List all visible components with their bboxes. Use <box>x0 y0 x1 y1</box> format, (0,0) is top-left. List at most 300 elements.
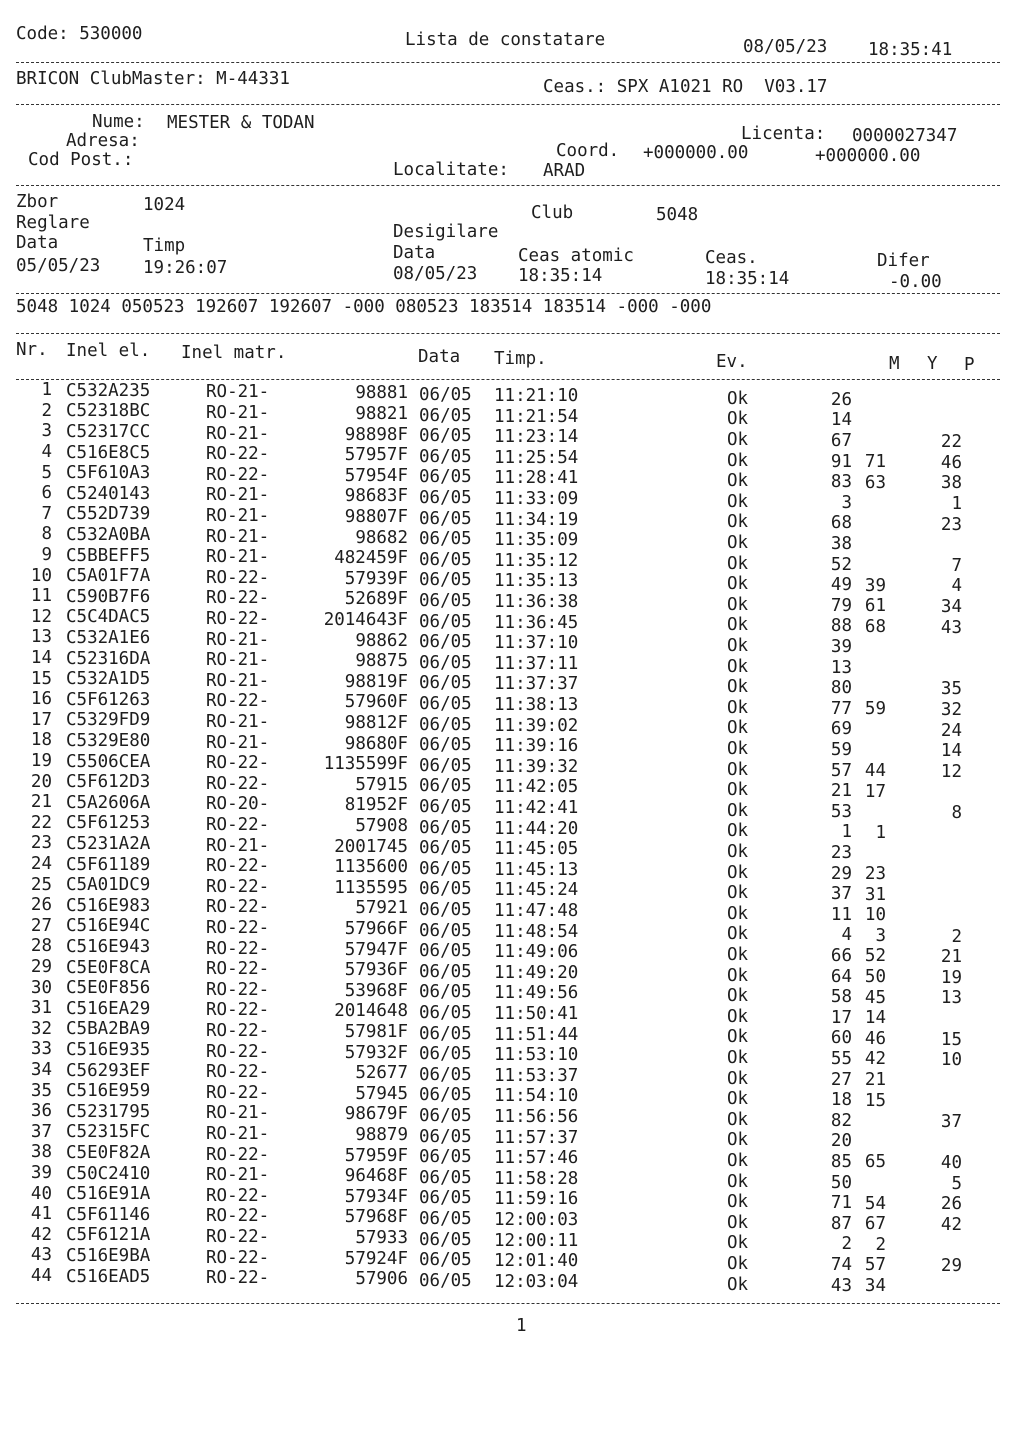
cell-y: 61 <box>864 596 886 617</box>
cell-p: 40 <box>940 1153 962 1174</box>
cell-matr: 98875 <box>355 651 408 672</box>
cell-nr: 24 <box>30 853 52 874</box>
cell-nr: 33 <box>30 1039 52 1060</box>
cell-data: 06/05 <box>419 1270 472 1291</box>
cell-timp: 11:47:48 <box>494 900 579 921</box>
cell-pre: RO-22- <box>206 1021 270 1042</box>
cell-data: 06/05 <box>419 508 472 529</box>
software-version: BRICON ClubMaster: M-44331 <box>16 69 290 89</box>
cell-el: C516E935 <box>66 1039 151 1060</box>
cell-m: 1 <box>841 822 852 843</box>
cell-data: 06/05 <box>419 879 472 900</box>
cell-pre: RO-20- <box>206 794 270 815</box>
cell-m: 11 <box>830 904 852 925</box>
cell-matr: 57966F <box>344 919 408 940</box>
cell-el: C532A1E6 <box>66 627 151 648</box>
cell-m: 27 <box>830 1069 852 1090</box>
cell-matr: 2014643F <box>323 610 408 631</box>
cell-el: C5F61146 <box>66 1204 151 1225</box>
separator <box>16 104 1000 105</box>
cell-ev: Ok <box>727 924 749 945</box>
cell-data: 06/05 <box>419 1044 472 1065</box>
cell-ev: Ok <box>727 1027 749 1048</box>
cell-matr: 57906 <box>355 1269 408 1290</box>
cell-y: 71 <box>864 451 886 472</box>
cell-el: C5F61263 <box>66 689 151 710</box>
cell-nr: 11 <box>30 586 52 607</box>
cell-nr: 25 <box>30 874 52 895</box>
cell-data: 06/05 <box>419 776 472 797</box>
cell-data: 06/05 <box>419 488 472 509</box>
license-number: 0000027347 <box>852 126 958 146</box>
cell-timp: 12:01:40 <box>494 1251 579 1272</box>
cell-el: C516E959 <box>66 1081 151 1102</box>
cell-timp: 11:59:16 <box>494 1189 579 1210</box>
cell-matr: 96468F <box>344 1166 408 1187</box>
cell-data: 06/05 <box>419 1126 472 1147</box>
cell-pre: RO-22- <box>206 918 270 939</box>
cell-pre: RO-21- <box>206 547 270 568</box>
cell-pre: RO-21- <box>206 670 270 691</box>
cell-el: C5329FD9 <box>66 710 151 731</box>
cell-el: C5506CEA <box>66 751 151 772</box>
timp-label: Timp <box>143 236 186 256</box>
cell-ev: Ok <box>727 1150 749 1171</box>
cell-el: C5E0F8CA <box>66 957 151 978</box>
cell-timp: 11:35:12 <box>494 550 579 571</box>
cell-m: 21 <box>830 781 852 802</box>
report-time: 18:35:41 <box>868 40 953 60</box>
coord-y: +000000.00 <box>815 146 921 166</box>
cell-pre: RO-22- <box>206 773 270 794</box>
cell-pre: RO-22- <box>206 1041 270 1062</box>
cell-m: 60 <box>830 1028 852 1049</box>
table-row <box>0 1080 1024 1111</box>
cell-ev: Ok <box>727 1047 749 1068</box>
col-inel-el: Inel el. <box>66 341 151 361</box>
cell-nr: 13 <box>30 627 52 648</box>
cell-el: C5C4DAC5 <box>66 607 151 628</box>
cell-el: C516E8C5 <box>66 442 151 463</box>
coord-x: +000000.00 <box>643 143 749 163</box>
cell-m: 74 <box>830 1254 852 1275</box>
cell-p: 23 <box>940 514 962 535</box>
cell-pre: RO-22- <box>206 1062 270 1083</box>
cell-pre: RO-22- <box>206 1268 270 1289</box>
cell-y: 63 <box>864 472 886 493</box>
cell-m: 14 <box>830 410 852 431</box>
col-timp: Timp. <box>494 349 547 369</box>
difer-label: Difer <box>877 251 930 271</box>
cell-pre: RO-21- <box>206 1103 270 1124</box>
cell-m: 49 <box>830 575 852 596</box>
cell-el: C56293EF <box>66 1060 151 1081</box>
clock-info: Ceas.: SPX A1021 RO V03.17 <box>543 77 828 97</box>
cell-matr: 57915 <box>355 774 408 795</box>
cell-data: 06/05 <box>419 1229 472 1250</box>
cell-pre: RO-22- <box>206 567 270 588</box>
cell-data: 06/05 <box>419 900 472 921</box>
cell-m: 71 <box>830 1193 852 1214</box>
cell-nr: 19 <box>30 750 52 771</box>
cell-ev: Ok <box>727 718 749 739</box>
cell-ev: Ok <box>727 553 749 574</box>
cell-ev: Ok <box>727 656 749 677</box>
cell-pre: RO-21- <box>206 650 270 671</box>
cell-timp: 11:21:54 <box>494 406 579 427</box>
cell-matr: 57921 <box>355 898 408 919</box>
cell-nr: 42 <box>30 1224 52 1245</box>
cell-m: 3 <box>841 492 852 513</box>
cell-ev: Ok <box>727 821 749 842</box>
cell-pre: RO-22- <box>206 444 270 465</box>
table-row <box>0 833 1024 863</box>
postal-code-label: Cod Post.: <box>28 150 134 170</box>
cell-p: 15 <box>940 1029 962 1050</box>
club-value: 5048 <box>656 205 699 225</box>
cell-matr: 57936F <box>344 960 408 981</box>
cell-timp: 11:37:11 <box>494 653 579 674</box>
cell-m: 67 <box>830 430 852 451</box>
cell-matr: 57981F <box>344 1022 408 1043</box>
cell-data: 06/05 <box>419 961 472 982</box>
difer-value: -0.00 <box>889 272 942 292</box>
cell-m: 26 <box>830 389 852 410</box>
cell-data: 06/05 <box>419 838 472 859</box>
cell-m: 80 <box>830 678 852 699</box>
cell-el: C5BA2BA9 <box>66 1019 151 1040</box>
cell-nr: 34 <box>30 1059 52 1080</box>
cell-ev: Ok <box>727 512 749 533</box>
atomic-clock-label: Ceas atomic <box>518 246 634 266</box>
cell-m: 57 <box>830 760 852 781</box>
cell-el: C52315FC <box>66 1122 151 1143</box>
cell-matr: 57959F <box>344 1145 408 1166</box>
cell-el: C52318BC <box>66 401 151 422</box>
cell-nr: 6 <box>41 483 52 504</box>
cell-data: 06/05 <box>419 591 472 612</box>
cell-matr: 57908 <box>355 816 408 837</box>
cell-nr: 38 <box>30 1142 52 1163</box>
cell-y: 67 <box>864 1214 886 1235</box>
cell-timp: 11:38:13 <box>494 694 579 715</box>
license-label: Licenta: <box>741 124 826 144</box>
cell-data: 06/05 <box>419 652 472 673</box>
desigilare-label: Desigilare <box>393 222 499 242</box>
cell-ev: Ok <box>727 738 749 759</box>
cell-timp: 11:28:41 <box>494 468 579 489</box>
cell-ev: Ok <box>727 594 749 615</box>
cell-nr: 44 <box>30 1265 52 1286</box>
col-data: Data <box>418 347 461 367</box>
cell-matr: 98680F <box>344 733 408 754</box>
table-row <box>0 647 1024 678</box>
cell-data: 06/05 <box>419 982 472 1003</box>
cell-pre: RO-21- <box>206 485 270 506</box>
cell-data: 06/05 <box>419 426 472 447</box>
table-row <box>0 441 1024 473</box>
cell-timp: 11:35:09 <box>494 530 579 551</box>
cell-matr: 52677 <box>355 1063 408 1084</box>
cell-ev: Ok <box>727 800 749 821</box>
cell-data: 06/05 <box>419 1250 472 1271</box>
cell-ev: Ok <box>727 1171 749 1192</box>
cell-timp: 11:21:10 <box>494 385 579 406</box>
cell-data: 06/05 <box>419 385 472 406</box>
cell-m: 66 <box>830 945 852 966</box>
cell-matr: 98819F <box>344 671 408 692</box>
data-label: Data <box>16 233 59 253</box>
cell-timp: 12:03:04 <box>494 1271 579 1292</box>
cell-y: 44 <box>864 760 886 781</box>
cell-nr: 17 <box>30 709 52 730</box>
cell-pre: RO-22- <box>206 1082 270 1103</box>
cell-el: C5E0F856 <box>66 978 151 999</box>
cell-data: 06/05 <box>419 1064 472 1085</box>
cell-data: 06/05 <box>419 1085 472 1106</box>
ceas-time: 18:35:14 <box>705 269 790 289</box>
cell-timp: 12:00:11 <box>494 1230 579 1251</box>
cell-nr: 1 <box>41 380 52 401</box>
cell-el: C5A2606A <box>66 792 151 813</box>
cell-data: 06/05 <box>419 611 472 632</box>
cell-m: 77 <box>830 698 852 719</box>
cell-matr: 57924F <box>344 1248 408 1269</box>
cell-y: 3 <box>875 925 886 946</box>
cell-pre: RO-22- <box>206 959 270 980</box>
cell-p: 42 <box>940 1215 962 1236</box>
cell-ev: Ok <box>727 677 749 698</box>
cell-timp: 11:42:05 <box>494 777 579 798</box>
cell-data: 06/05 <box>419 1106 472 1127</box>
cell-nr: 18 <box>30 730 52 751</box>
cell-y: 31 <box>864 884 886 905</box>
cell-timp: 11:54:10 <box>494 1086 579 1107</box>
cell-ev: Ok <box>727 1253 749 1274</box>
cell-nr: 3 <box>41 421 52 442</box>
cell-timp: 11:53:37 <box>494 1065 579 1086</box>
cell-p: 21 <box>940 947 962 968</box>
col-ev: Ev. <box>716 352 748 372</box>
cell-ev: Ok <box>727 1274 749 1295</box>
cell-timp: 11:36:38 <box>494 591 579 612</box>
cell-el: C5231795 <box>66 1101 151 1122</box>
cell-pre: RO-22- <box>206 691 270 712</box>
cell-matr: 57933 <box>355 1228 408 1249</box>
cell-pre: RO-21- <box>206 629 270 650</box>
cell-y: 21 <box>864 1069 886 1090</box>
locality-label: Localitate: <box>393 160 509 180</box>
cell-pre: RO-22- <box>206 938 270 959</box>
cell-el: C516E94C <box>66 916 151 937</box>
cell-y: 14 <box>864 1008 886 1029</box>
cell-el: C5F610A3 <box>66 463 151 484</box>
cell-nr: 2 <box>41 400 52 421</box>
cell-nr: 15 <box>30 668 52 689</box>
cell-el: C516E943 <box>66 936 151 957</box>
cell-matr: 98812F <box>344 713 408 734</box>
name-label: Nume: <box>92 112 145 132</box>
cell-ev: Ok <box>727 697 749 718</box>
cell-timp: 11:42:41 <box>494 797 579 818</box>
cell-data: 06/05 <box>419 941 472 962</box>
cell-nr: 43 <box>30 1245 52 1266</box>
cell-m: 37 <box>830 884 852 905</box>
separator <box>16 293 1000 294</box>
cell-m: 20 <box>830 1131 852 1152</box>
cell-matr: 53968F <box>344 980 408 1001</box>
cell-nr: 27 <box>30 915 52 936</box>
cell-ev: Ok <box>727 1109 749 1130</box>
cell-timp: 11:35:13 <box>494 571 579 592</box>
cell-m: 39 <box>830 636 852 657</box>
cell-timp: 11:56:56 <box>494 1106 579 1127</box>
atomic-clock-time: 18:35:14 <box>518 266 603 286</box>
cell-pre: RO-22- <box>206 1227 270 1248</box>
cell-pre: RO-21- <box>206 712 270 733</box>
cell-matr: 482459F <box>334 548 408 569</box>
cell-ev: Ok <box>727 574 749 595</box>
cell-nr: 36 <box>30 1101 52 1122</box>
cell-y: 45 <box>864 987 886 1008</box>
cell-timp: 11:39:02 <box>494 715 579 736</box>
cell-timp: 11:23:14 <box>494 427 579 448</box>
cell-ev: Ok <box>727 944 749 965</box>
cell-p: 35 <box>940 679 962 700</box>
zbor-label: Zbor <box>16 192 59 212</box>
cell-y: 42 <box>864 1049 886 1070</box>
cell-el: C50C2410 <box>66 1163 151 1184</box>
cell-nr: 35 <box>30 1080 52 1101</box>
cell-y: 15 <box>864 1090 886 1111</box>
cell-p: 2 <box>951 926 962 947</box>
cell-nr: 40 <box>30 1183 52 1204</box>
cell-data: 06/05 <box>419 1023 472 1044</box>
separator <box>16 62 1000 63</box>
cell-ev: Ok <box>727 1192 749 1213</box>
cell-el: C516E91A <box>66 1184 151 1205</box>
cell-data: 06/05 <box>419 817 472 838</box>
cell-y: 46 <box>864 1028 886 1049</box>
cell-ev: Ok <box>727 1089 749 1110</box>
cell-ev: Ok <box>727 883 749 904</box>
cell-m: 68 <box>830 513 852 534</box>
cell-data: 06/05 <box>419 549 472 570</box>
cell-matr: 98683F <box>344 486 408 507</box>
cell-pre: RO-21- <box>206 423 270 444</box>
table-row <box>0 524 1024 554</box>
cell-el: C52316DA <box>66 648 151 669</box>
cell-pre: RO-22- <box>206 609 270 630</box>
cell-pre: RO-22- <box>206 464 270 485</box>
cell-ev: Ok <box>727 780 749 801</box>
cell-pre: RO-22- <box>206 856 270 877</box>
cell-matr: 57947F <box>344 939 408 960</box>
cell-timp: 11:51:44 <box>494 1024 579 1045</box>
cell-y: 39 <box>864 575 886 596</box>
cell-data: 06/05 <box>419 446 472 467</box>
cell-y: 17 <box>864 781 886 802</box>
cell-nr: 30 <box>30 977 52 998</box>
cell-m: 53 <box>830 801 852 822</box>
cell-nr: 14 <box>30 647 52 668</box>
cell-pre: RO-21- <box>206 382 270 403</box>
cell-nr: 23 <box>30 833 52 854</box>
cell-pre: RO-22- <box>206 1247 270 1268</box>
cell-m: 69 <box>830 719 852 740</box>
coord-label: Coord. <box>556 141 620 161</box>
cell-nr: 16 <box>30 689 52 710</box>
reglare-date: 05/05/23 <box>16 256 101 276</box>
cell-matr: 57960F <box>344 692 408 713</box>
cell-p: 12 <box>940 761 962 782</box>
col-p: P <box>964 355 975 375</box>
cell-m: 52 <box>830 554 852 575</box>
document-title: Lista de constatare <box>405 30 606 50</box>
cell-m: 50 <box>830 1172 852 1193</box>
cell-matr: 98682 <box>355 527 408 548</box>
report-date: 08/05/23 <box>743 37 828 57</box>
cell-timp: 11:48:54 <box>494 921 579 942</box>
cell-p: 24 <box>940 720 962 741</box>
cell-nr: 20 <box>30 771 52 792</box>
cell-matr: 98807F <box>344 507 408 528</box>
cell-el: C52317CC <box>66 421 151 442</box>
cell-ev: Ok <box>727 862 749 883</box>
cell-p: 19 <box>940 967 962 988</box>
club-label: Club <box>531 203 574 223</box>
cell-el: C5A01F7A <box>66 566 151 587</box>
cell-el: C532A0BA <box>66 524 151 545</box>
table-row <box>0 812 1024 843</box>
cell-y: 54 <box>864 1193 886 1214</box>
cell-y: 23 <box>864 863 886 884</box>
cell-data: 06/05 <box>419 797 472 818</box>
cell-timp: 11:49:20 <box>494 962 579 983</box>
cell-y: 52 <box>864 946 886 967</box>
cell-pre: RO-21- <box>206 732 270 753</box>
cell-matr: 1135600 <box>334 857 408 878</box>
reglare-label: Reglare <box>16 213 90 233</box>
cell-ev: Ok <box>727 532 749 553</box>
cell-y: 50 <box>864 966 886 987</box>
cell-el: C5F612D3 <box>66 772 151 793</box>
cell-timp: 11:37:10 <box>494 633 579 654</box>
reglare-time: 19:26:07 <box>143 258 228 278</box>
cell-data: 06/05 <box>419 755 472 776</box>
cell-pre: RO-22- <box>206 876 270 897</box>
cell-matr: 57954F <box>344 465 408 486</box>
cell-matr: 57945 <box>355 1083 408 1104</box>
cell-data: 06/05 <box>419 529 472 550</box>
cell-ev: Ok <box>727 965 749 986</box>
cell-timp: 11:36:45 <box>494 612 579 633</box>
cell-matr: 57968F <box>344 1207 408 1228</box>
cell-pre: RO-21- <box>206 403 270 424</box>
cell-matr: 98862 <box>355 630 408 651</box>
cell-p: 38 <box>940 473 962 494</box>
cell-m: 4 <box>841 925 852 946</box>
cell-timp: 11:45:13 <box>494 859 579 880</box>
cell-y: 2 <box>875 1234 886 1255</box>
code-label: Code: 530000 <box>16 24 143 44</box>
cell-el: C5F61189 <box>66 854 151 875</box>
cell-matr: 57957F <box>344 445 408 466</box>
cell-y: 57 <box>864 1255 886 1276</box>
cell-m: 82 <box>830 1110 852 1131</box>
cell-nr: 41 <box>30 1204 52 1225</box>
cell-y: 59 <box>864 699 886 720</box>
